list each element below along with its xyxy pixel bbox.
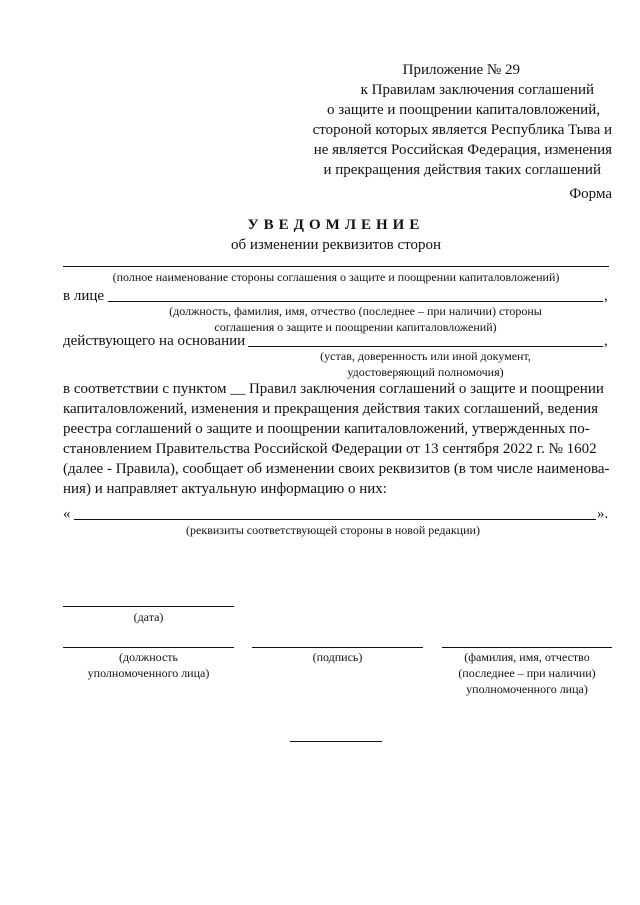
party-name-field[interactable] xyxy=(63,266,609,267)
in-person-label: в лице xyxy=(63,288,105,304)
appendix-line: к Правилам заключения соглашений xyxy=(360,82,594,98)
basis-comma: , xyxy=(604,333,608,349)
basis-field[interactable] xyxy=(248,346,603,347)
appendix-line: о защите и поощрении капиталовложений, xyxy=(327,102,600,118)
position-field[interactable] xyxy=(63,647,234,648)
party-name-caption: (полное наименование стороны соглашения о защите и поощрении капиталовложений) xyxy=(112,270,560,284)
caption-line: уполномоченного лица) xyxy=(466,682,588,696)
document-subtitle: об изменении реквизитов сторон xyxy=(230,237,442,253)
caption-line: удостоверяющий полномочия) xyxy=(347,365,504,379)
caption-line: (должность xyxy=(119,650,178,664)
requisites-open-quote: « xyxy=(63,506,71,522)
appendix-line: стороной которых является Республика Тыва и xyxy=(312,122,612,138)
appendix-line: и прекращения действия таких соглашений xyxy=(323,162,601,178)
body-line: реестра соглашений о защите и поощрении капиталовложений, утвержденных по- xyxy=(63,421,590,437)
appendix-line: не является Российская Федерация, изменения xyxy=(313,142,612,158)
caption-line: (фамилия, имя, отчество xyxy=(464,650,590,664)
body-line: ния) и направляет актуальную информацию о них: xyxy=(63,481,387,497)
form-label: Форма xyxy=(569,186,612,202)
sign-field[interactable] xyxy=(252,647,423,648)
basis-label: действующего на основании xyxy=(63,333,246,349)
body-line: становлением Правительства Российской Федерации от 13 сентября 2022 г. № 1602 xyxy=(63,441,597,457)
sign-caption: (подпись) xyxy=(312,650,363,664)
caption-line: (устав, доверенность или иной документ, xyxy=(320,349,531,363)
requisites-field[interactable] xyxy=(74,519,596,520)
position-caption xyxy=(63,649,234,681)
body-paragraph xyxy=(63,379,613,499)
appendix-line: Приложение № 29 xyxy=(402,62,520,78)
document-title: УВЕДОМЛЕНИЕ xyxy=(247,217,425,233)
body-line: (далее - Правила), сообщает об изменении своих реквизитов (в том числе наименова- xyxy=(63,461,610,477)
date-caption: (дата) xyxy=(133,610,164,624)
name-caption xyxy=(442,649,612,697)
basis-caption xyxy=(248,348,603,380)
caption-line: (должность, фамилия, имя, отчество (последнее – при наличии) стороны xyxy=(169,304,542,318)
caption-line: уполномоченного лица) xyxy=(87,666,210,680)
date-field[interactable] xyxy=(63,606,234,607)
appendix-block xyxy=(250,60,612,180)
in-person-field[interactable] xyxy=(108,301,603,302)
caption-line: (последнее – при наличии) xyxy=(458,666,596,680)
body-line: капиталовложений, изменения и прекращения действия таких соглашений, ведения xyxy=(63,401,599,417)
name-field[interactable] xyxy=(442,647,612,648)
requisites-close-quote: ». xyxy=(597,506,609,522)
requisites-caption: (реквизиты соответствующей стороны в новой редакции) xyxy=(186,523,480,537)
body-line: в соответствии с пунктом __ Правил заключения соглашений о защите и поощрении xyxy=(63,381,604,397)
closing-divider xyxy=(290,741,382,742)
caption-line: соглашения о защите и поощрении капиталовложений) xyxy=(214,320,497,334)
in-person-comma: , xyxy=(604,288,608,304)
